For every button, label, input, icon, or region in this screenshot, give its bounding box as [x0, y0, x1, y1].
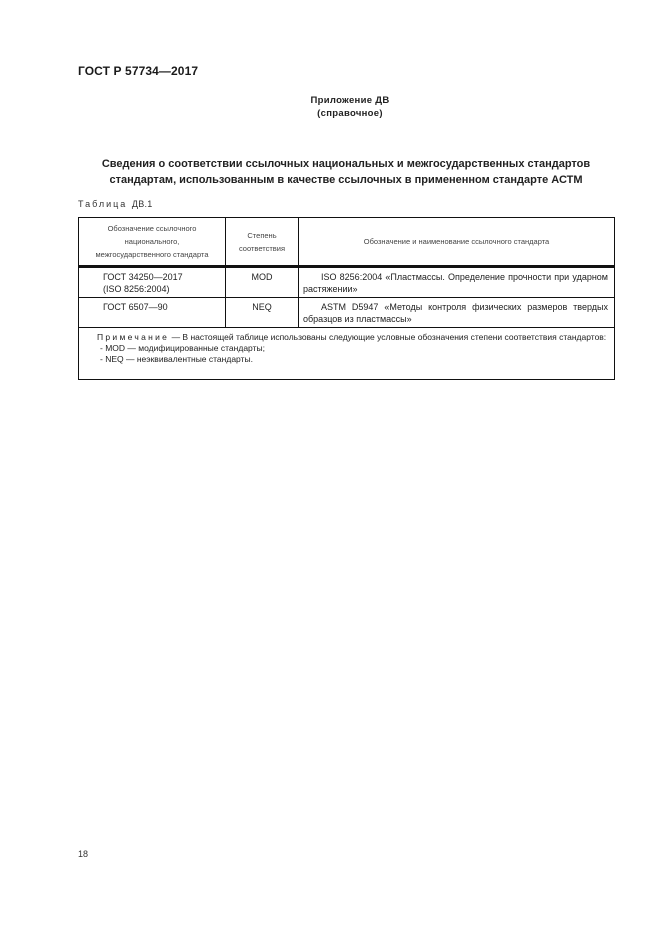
standard-name-cell: ASTM D5947 «Методы контроля физических размеров твердых образцов из пластмассы»: [299, 298, 615, 328]
section-title: [78, 156, 614, 188]
note-item: - MOD — модифицированные стандарты;: [100, 343, 265, 353]
page-number: 18: [78, 849, 89, 859]
reference-standards-table: [78, 217, 615, 380]
table-note-row: [79, 328, 615, 380]
section-title-line-2: стандартам, использованным в качестве ссылочных в примененном стандарте АСТМ: [109, 174, 583, 186]
table-header-row: [79, 218, 615, 267]
table-note: [79, 328, 615, 380]
reference-code-cell: ГОСТ 6507—90: [79, 298, 226, 328]
annex-title: Приложение ДВ: [310, 95, 390, 106]
header-reference-designation: Обозначение ссылочного национального, межгосударственного стандарта: [79, 218, 226, 267]
table-row: [79, 298, 615, 328]
header-standard-name: Обозначение и наименование ссылочного стандарта: [299, 218, 615, 267]
degree-cell: MOD: [226, 267, 299, 298]
document-header: ГОСТ Р 57734—2017: [78, 64, 199, 78]
annex-heading: [270, 94, 430, 120]
degree-cell: NEQ: [226, 298, 299, 328]
table-caption-label: Таблица: [78, 199, 128, 209]
annex-status: (справочное): [317, 108, 383, 119]
header-degree-of-conformity: Степень соответствия: [226, 218, 299, 267]
reference-code-cell: ГОСТ 34250—2017 (ISO 8256:2004): [79, 267, 226, 298]
note-text: — В настоящей таблице использованы следующие условные обозначения степени соответствия стандартов:: [169, 332, 607, 342]
standard-name-cell: ISO 8256:2004 «Пластмассы. Определение прочности при ударном растяжении»: [299, 267, 615, 298]
table-caption: [78, 199, 153, 209]
section-title-line-1: Сведения о соответствии ссылочных национальных и межгосударственных стандартов: [101, 158, 591, 170]
note-label: Примечание: [97, 332, 170, 342]
table-caption-number: ДВ.1: [131, 199, 153, 209]
note-item: - NEQ — неэквивалентные стандарты.: [100, 354, 253, 364]
table-row: [79, 267, 615, 298]
